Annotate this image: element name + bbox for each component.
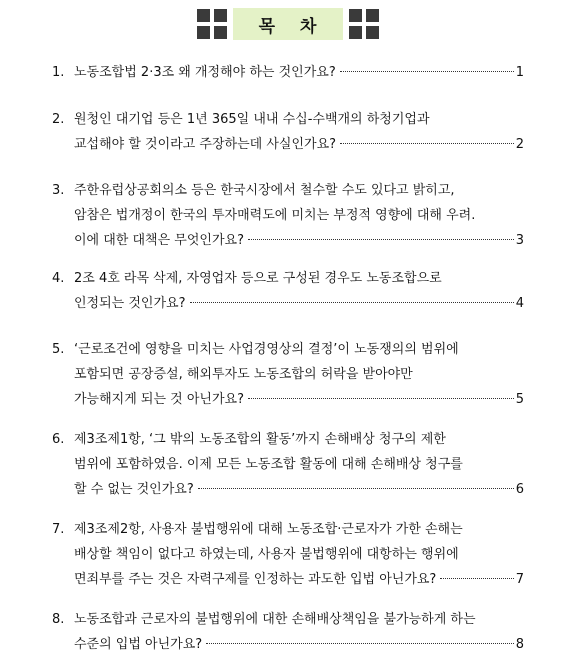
toc-page-number: 6 [515, 482, 524, 497]
block-square-icon [197, 9, 227, 39]
title-char: 목 [258, 16, 276, 37]
toc-item[interactable] [52, 266, 524, 316]
dot-leader [248, 238, 514, 240]
toc-item-text: 수준의 입법 아닌가요? [74, 637, 203, 652]
toc-item[interactable] [52, 607, 524, 657]
toc-item-number: 5. [52, 342, 65, 357]
block-square-icon [349, 9, 379, 39]
page-title [233, 8, 343, 40]
toc-item-number: 3. [52, 183, 65, 198]
dot-leader [198, 487, 514, 489]
toc-item-text: 제3조제1항, ‘그 밖의 노동조합의 활동’까지 손해배상 청구의 제한 [74, 432, 446, 447]
dot-leader [248, 397, 514, 399]
toc-item-text: ‘근로조건에 영향을 미치는 사업경영상의 결정’이 노동쟁의의 범위에 [74, 342, 459, 357]
toc-item-number: 8. [52, 612, 65, 627]
toc-item[interactable] [52, 107, 524, 157]
toc-item-number: 6. [52, 432, 65, 447]
toc-page-number: 4 [515, 296, 524, 311]
toc-item-number: 1. [52, 65, 65, 80]
toc-page-number: 3 [515, 233, 524, 248]
toc-page-number: 7 [515, 572, 524, 587]
toc-page-number: 5 [515, 392, 524, 407]
toc-title-bar [0, 6, 576, 42]
toc-item-number: 2. [52, 112, 65, 127]
toc-item-text: 포함되면 공장증설, 해외투자도 노동조합의 허락을 받아야만 [74, 367, 413, 382]
dot-leader [340, 142, 514, 144]
toc-item-text: 암참은 법개정이 한국의 투자매력도에 미치는 부정적 영향에 대해 우려. [74, 208, 476, 223]
toc-item-text: 배상할 책임이 없다고 하였는데, 사용자 불법행위에 대항하는 행위에 [74, 547, 459, 562]
dot-leader [340, 70, 514, 72]
toc-item-text: 면죄부를 주는 것은 자력구제를 인정하는 과도한 입법 아닌가요? [74, 572, 437, 587]
dot-leader [190, 301, 514, 303]
toc-item-text: 범위에 포함하였음. 이제 모든 노동조합 활동에 대해 손해배상 청구를 [74, 457, 463, 472]
toc-item-text: 제3조제2항, 사용자 불법행위에 대해 노동조합·근로자가 가한 손해는 [74, 522, 463, 537]
toc-item-text: 가능해지게 되는 것 아닌가요? [74, 392, 244, 407]
toc-item[interactable] [52, 60, 524, 85]
toc-page-number: 2 [515, 137, 524, 152]
dot-leader [206, 642, 514, 644]
toc-item-number: 4. [52, 271, 65, 286]
title-char: 차 [300, 16, 318, 37]
toc-item-text: 교섭해야 할 것이라고 주장하는데 사실인가요? [74, 137, 337, 152]
toc-item-text: 2조 4호 라목 삭제, 자영업자 등으로 구성된 경우도 노동조합으로 [74, 271, 442, 286]
toc-item[interactable] [52, 178, 524, 253]
toc-item-text: 노동조합법 2·3조 왜 개정해야 하는 것인가요? [74, 65, 336, 80]
toc-item-number: 7. [52, 522, 65, 537]
toc-item-text: 인정되는 것인가요? [74, 296, 186, 311]
toc-item-text: 노동조합과 근로자의 불법행위에 대한 손해배상책임을 불가능하게 하는 [74, 612, 476, 627]
dot-leader [440, 577, 513, 579]
toc-item[interactable] [52, 337, 524, 412]
toc-item-text: 할 수 없는 것인가요? [74, 482, 194, 497]
toc-item[interactable] [52, 517, 524, 592]
toc-page-number: 8 [515, 637, 524, 652]
toc-item-text: 이에 대한 대책은 무엇인가요? [74, 233, 244, 248]
toc-item-text: 주한유럽상공회의소 등은 한국시장에서 철수할 수도 있다고 밝히고, [74, 183, 455, 198]
toc-item-text: 원청인 대기업 등은 1년 365일 내내 수십-수백개의 하청기업과 [74, 112, 430, 127]
toc-page-number: 1 [515, 65, 524, 80]
toc-item[interactable] [52, 427, 524, 502]
